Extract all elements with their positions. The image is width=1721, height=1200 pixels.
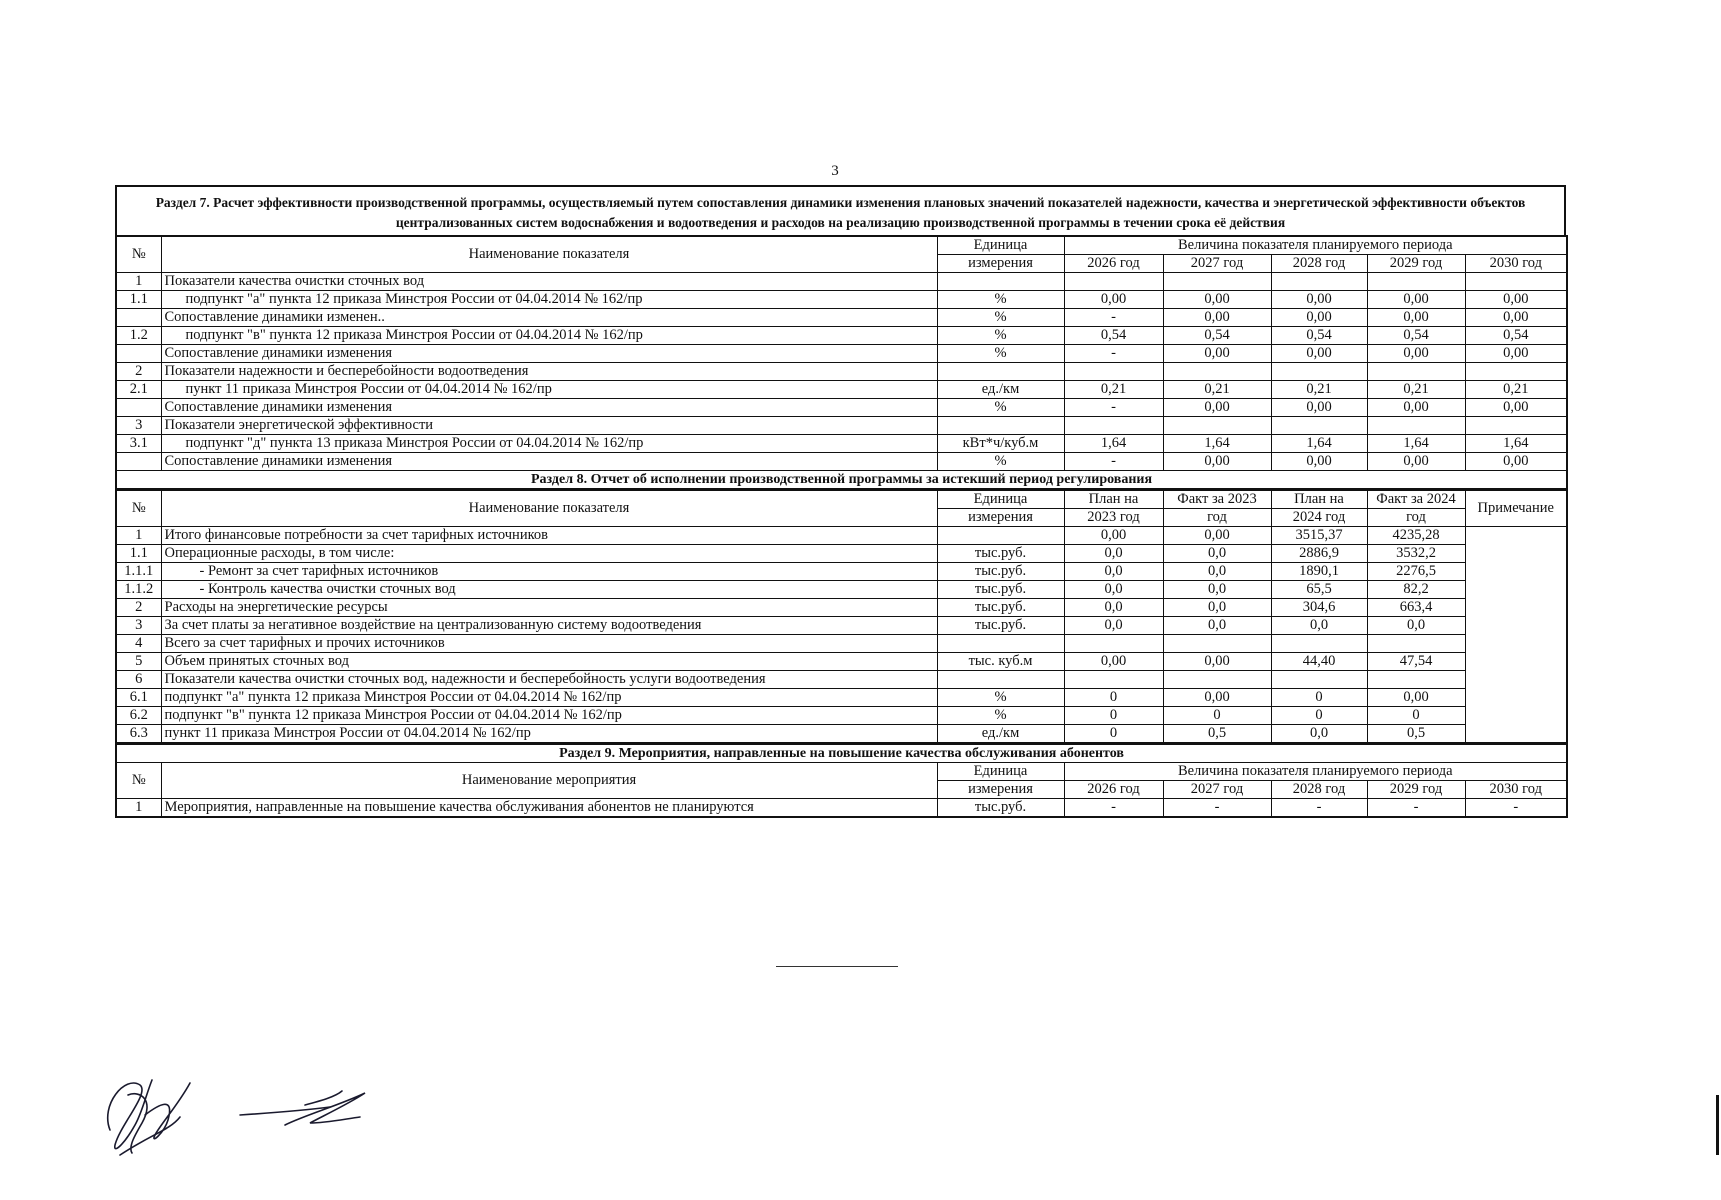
row-number: 6.1: [116, 689, 161, 707]
value-cell: [1064, 273, 1163, 291]
value-cell: 0,00: [1465, 309, 1567, 327]
page-number: 3: [831, 163, 839, 179]
value-cell: [1163, 363, 1271, 381]
row-number: 4: [116, 635, 161, 653]
indicator-name: Операционные расходы, в том числе:: [161, 545, 937, 563]
s8-header-fact2024-2: год: [1367, 509, 1465, 527]
value-cell: 1,64: [1367, 435, 1465, 453]
value-cell: 0,00: [1064, 653, 1163, 671]
document-frame: [115, 185, 1566, 818]
value-cell: 0,21: [1465, 381, 1567, 399]
value-cell: 1,64: [1465, 435, 1567, 453]
row-number: [116, 399, 161, 417]
value-cell: 0,00: [1465, 453, 1567, 471]
row-number: 1.1.2: [116, 581, 161, 599]
value-cell: -: [1064, 399, 1163, 417]
row-number: 2.1: [116, 381, 161, 399]
value-cell: 0,00: [1064, 527, 1163, 545]
indicator-name: подпункт "д" пункта 13 приказа Минстроя России от 04.04.2014 № 162/пр: [161, 435, 937, 453]
section7-table: [115, 235, 1568, 490]
value-cell: 0,0: [1163, 581, 1271, 599]
value-cell: 0: [1064, 707, 1163, 725]
unit-cell: [937, 527, 1064, 545]
value-cell: 0,00: [1367, 291, 1465, 309]
value-cell: 2276,5: [1367, 563, 1465, 581]
s9-header-year: 2028 год: [1271, 781, 1367, 799]
s8-header-name: Наименование показателя: [161, 491, 937, 527]
value-cell: [1367, 363, 1465, 381]
section7-title: Раздел 7. Расчет эффективности производственной программы, осуществляемый путем сопоставления динамики изменения плановых значений показателей надежности, качества и энергетической эффективности объектов централизованных систем водоснабжения и водоотведения и расходов на реализацию производственной программы в течении срока её действия: [115, 185, 1566, 235]
indicator-name: пункт 11 приказа Минстроя России от 04.04.2014 № 162/пр: [161, 725, 937, 744]
table-row: [116, 671, 1567, 689]
value-cell: 0,00: [1465, 399, 1567, 417]
value-cell: 0: [1271, 707, 1367, 725]
indicator-name: подпункт "а" пункта 12 приказа Минстроя России от 04.04.2014 № 162/пр: [161, 291, 937, 309]
value-cell: -: [1367, 799, 1465, 818]
indicator-name: Сопоставление динамики изменен..: [161, 309, 937, 327]
table-row: [116, 653, 1567, 671]
value-cell: [1271, 273, 1367, 291]
value-cell: 0,00: [1271, 291, 1367, 309]
table-row: [116, 617, 1567, 635]
row-number: 2: [116, 363, 161, 381]
value-cell: 0,0: [1271, 725, 1367, 744]
value-cell: 47,54: [1367, 653, 1465, 671]
indicator-name: Всего за счет тарифных и прочих источников: [161, 635, 937, 653]
table-row: [116, 363, 1567, 381]
value-cell: 0,54: [1163, 327, 1271, 345]
value-cell: 0,21: [1064, 381, 1163, 399]
section8-table: [115, 490, 1568, 744]
indicator-name: - Ремонт за счет тарифных источников: [161, 563, 937, 581]
value-cell: [1367, 635, 1465, 653]
row-number: 6.2: [116, 707, 161, 725]
section9-title: Раздел 9. Мероприятия, направленные на повышение качества обслуживания абонентов: [116, 745, 1567, 763]
value-cell: 0,21: [1163, 381, 1271, 399]
value-cell: [1465, 417, 1567, 435]
value-cell: 0,00: [1163, 399, 1271, 417]
value-cell: 0,00: [1163, 653, 1271, 671]
indicator-name: Показатели качества очистки сточных вод, надежности и бесперебойность услуги водоотведения: [161, 671, 937, 689]
unit-cell: [937, 635, 1064, 653]
value-cell: -: [1064, 345, 1163, 363]
unit-cell: %: [937, 345, 1064, 363]
value-cell: [1163, 635, 1271, 653]
indicator-name: Итого финансовые потребности за счет тарифных источников: [161, 527, 937, 545]
indicator-name: - Контроль качества очистки сточных вод: [161, 581, 937, 599]
row-number: 1.1: [116, 545, 161, 563]
section9-table: [115, 744, 1568, 818]
row-number: 3: [116, 617, 161, 635]
s9-header-year: 2026 год: [1064, 781, 1163, 799]
unit-cell: тыс.руб.: [937, 799, 1064, 818]
s8-header-note: Примечание: [1465, 491, 1567, 527]
value-cell: 0,00: [1465, 291, 1567, 309]
unit-cell: %: [937, 453, 1064, 471]
value-cell: 0,00: [1465, 345, 1567, 363]
row-number: 3: [116, 417, 161, 435]
value-cell: [1163, 273, 1271, 291]
value-cell: 0,0: [1163, 563, 1271, 581]
value-cell: -: [1465, 799, 1567, 818]
s9-header-num: №: [116, 763, 161, 799]
s7-header-year: 2029 год: [1367, 255, 1465, 273]
unit-cell: [937, 671, 1064, 689]
indicator-name: Сопоставление динамики изменения: [161, 453, 937, 471]
unit-cell: тыс. куб.м: [937, 653, 1064, 671]
table-row: [116, 599, 1567, 617]
s7-header-year: 2026 год: [1064, 255, 1163, 273]
value-cell: 0,00: [1163, 527, 1271, 545]
value-cell: 0,54: [1271, 327, 1367, 345]
value-cell: 0,21: [1367, 381, 1465, 399]
closing-rule: [776, 966, 898, 967]
value-cell: 663,4: [1367, 599, 1465, 617]
table-row: [116, 635, 1567, 653]
table-row: [116, 327, 1567, 345]
value-cell: 0,0: [1064, 563, 1163, 581]
value-cell: [1271, 417, 1367, 435]
unit-cell: ед./км: [937, 381, 1064, 399]
indicator-name: Сопоставление динамики изменения: [161, 399, 937, 417]
row-number: 1: [116, 527, 161, 545]
value-cell: 0,0: [1064, 581, 1163, 599]
value-cell: 0,21: [1271, 381, 1367, 399]
s9-header-period: Величина показателя планируемого периода: [1064, 763, 1567, 781]
value-cell: 0,00: [1163, 345, 1271, 363]
row-number: [116, 345, 161, 363]
table-row: [116, 345, 1567, 363]
value-cell: 0,00: [1064, 291, 1163, 309]
value-cell: 0,00: [1367, 689, 1465, 707]
unit-cell: [937, 363, 1064, 381]
value-cell: [1367, 671, 1465, 689]
value-cell: 0: [1064, 689, 1163, 707]
value-cell: 0,00: [1163, 453, 1271, 471]
s8-header-fact2023-1: Факт за 2023: [1163, 491, 1271, 509]
s9-header-name: Наименование мероприятия: [161, 763, 937, 799]
value-cell: 1,64: [1064, 435, 1163, 453]
s8-header-unit-1: Единица: [937, 491, 1064, 509]
value-cell: 0,00: [1367, 399, 1465, 417]
s8-header-unit-2: измерения: [937, 509, 1064, 527]
s8-header-fact2023-2: год: [1163, 509, 1271, 527]
row-number: 1: [116, 273, 161, 291]
row-number: 6.3: [116, 725, 161, 744]
value-cell: 0,00: [1163, 291, 1271, 309]
value-cell: 44,40: [1271, 653, 1367, 671]
value-cell: 0,54: [1465, 327, 1567, 345]
table-row: [116, 417, 1567, 435]
row-number: 1: [116, 799, 161, 818]
value-cell: 0: [1271, 689, 1367, 707]
s9-header-unit-2: измерения: [937, 781, 1064, 799]
value-cell: [1163, 417, 1271, 435]
indicator-name: подпункт "в" пункта 12 приказа Минстроя России от 04.04.2014 № 162/пр: [161, 327, 937, 345]
row-number: 1.2: [116, 327, 161, 345]
value-cell: 0,00: [1367, 345, 1465, 363]
table-row: [116, 291, 1567, 309]
value-cell: 0: [1064, 725, 1163, 744]
value-cell: 0: [1367, 707, 1465, 725]
s7-header-num: №: [116, 236, 161, 273]
value-cell: 3515,37: [1271, 527, 1367, 545]
row-number: [116, 309, 161, 327]
s7-header-period: Величина показателя планируемого периода: [1064, 236, 1567, 255]
value-cell: 304,6: [1271, 599, 1367, 617]
value-cell: 0,00: [1271, 309, 1367, 327]
value-cell: [1271, 671, 1367, 689]
s7-header-unit-2: измерения: [937, 255, 1064, 273]
indicator-name: подпункт "а" пункта 12 приказа Минстроя России от 04.04.2014 № 162/пр: [161, 689, 937, 707]
unit-cell: тыс.руб.: [937, 545, 1064, 563]
value-cell: 0,00: [1271, 453, 1367, 471]
table-row: [116, 563, 1567, 581]
row-number: 6: [116, 671, 161, 689]
value-cell: -: [1064, 799, 1163, 818]
s9-header-unit-1: Единица: [937, 763, 1064, 781]
indicator-name: Расходы на энергетические ресурсы: [161, 599, 937, 617]
value-cell: -: [1064, 309, 1163, 327]
unit-cell: тыс.руб.: [937, 563, 1064, 581]
value-cell: [1064, 363, 1163, 381]
value-cell: [1465, 363, 1567, 381]
value-cell: 0,0: [1064, 599, 1163, 617]
value-cell: 0,0: [1367, 617, 1465, 635]
value-cell: 0,5: [1367, 725, 1465, 744]
unit-cell: ед./км: [937, 725, 1064, 744]
s8-header-fact2024-1: Факт за 2024: [1367, 491, 1465, 509]
s8-header-plan2024-1: План на: [1271, 491, 1367, 509]
table-row: [116, 581, 1567, 599]
s7-header-unit-1: Единица: [937, 236, 1064, 255]
row-number: 3.1: [116, 435, 161, 453]
value-cell: -: [1064, 453, 1163, 471]
s7-header-year: 2027 год: [1163, 255, 1271, 273]
table-row: [116, 435, 1567, 453]
value-cell: 0,5: [1163, 725, 1271, 744]
s9-header-year: 2030 год: [1465, 781, 1567, 799]
value-cell: [1367, 417, 1465, 435]
value-cell: 0,0: [1163, 545, 1271, 563]
value-cell: 0,0: [1064, 617, 1163, 635]
unit-cell: тыс.руб.: [937, 617, 1064, 635]
indicator-name: подпункт "в" пункта 12 приказа Минстроя России от 04.04.2014 № 162/пр: [161, 707, 937, 725]
s8-header-plan2023-2: 2023 год: [1064, 509, 1163, 527]
measure-name: Мероприятия, направленные на повышение качества обслуживания абонентов не планируются: [161, 799, 937, 818]
s7-header-year: 2030 год: [1465, 255, 1567, 273]
indicator-name: Сопоставление динамики изменения: [161, 345, 937, 363]
value-cell: [1271, 363, 1367, 381]
table-row: [116, 545, 1567, 563]
row-number: 5: [116, 653, 161, 671]
value-cell: 0,00: [1271, 399, 1367, 417]
unit-cell: %: [937, 707, 1064, 725]
value-cell: 82,2: [1367, 581, 1465, 599]
value-cell: 0,0: [1163, 617, 1271, 635]
unit-cell: %: [937, 291, 1064, 309]
table-row: [116, 381, 1567, 399]
value-cell: 1890,1: [1271, 563, 1367, 581]
unit-cell: %: [937, 399, 1064, 417]
value-cell: 0: [1163, 707, 1271, 725]
value-cell: 0,00: [1163, 309, 1271, 327]
indicator-name: Показатели энергетической эффективности: [161, 417, 937, 435]
table-row: [116, 799, 1567, 818]
value-cell: 3532,2: [1367, 545, 1465, 563]
value-cell: [1367, 273, 1465, 291]
row-number: 1.1.1: [116, 563, 161, 581]
s7-header-name: Наименование показателя: [161, 236, 937, 273]
s8-header-plan2024-2: 2024 год: [1271, 509, 1367, 527]
s9-header-year: 2029 год: [1367, 781, 1465, 799]
value-cell: [1064, 671, 1163, 689]
note-cell: [1465, 527, 1567, 744]
value-cell: 65,5: [1271, 581, 1367, 599]
indicator-name: Показатели надежности и бесперебойности водоотведения: [161, 363, 937, 381]
s8-header-plan2023-1: План на: [1064, 491, 1163, 509]
unit-cell: %: [937, 327, 1064, 345]
table-row: [116, 399, 1567, 417]
unit-cell: кВт*ч/куб.м: [937, 435, 1064, 453]
table-row: [116, 453, 1567, 471]
row-number: 2: [116, 599, 161, 617]
table-row: [116, 273, 1567, 291]
table-row: [116, 689, 1567, 707]
value-cell: 2886,9: [1271, 545, 1367, 563]
table-row: [116, 707, 1567, 725]
value-cell: 0,54: [1064, 327, 1163, 345]
row-number: 1.1: [116, 291, 161, 309]
value-cell: 0,00: [1271, 345, 1367, 363]
unit-cell: тыс.руб.: [937, 599, 1064, 617]
unit-cell: тыс.руб.: [937, 581, 1064, 599]
scan-edge-mark: [1716, 1095, 1719, 1155]
unit-cell: [937, 417, 1064, 435]
value-cell: [1064, 417, 1163, 435]
value-cell: 1,64: [1163, 435, 1271, 453]
s8-header-num: №: [116, 491, 161, 527]
indicator-name: Показатели качества очистки сточных вод: [161, 273, 937, 291]
unit-cell: %: [937, 309, 1064, 327]
indicator-name: пункт 11 приказа Минстроя России от 04.04.2014 № 162/пр: [161, 381, 937, 399]
value-cell: 0,54: [1367, 327, 1465, 345]
value-cell: 0,00: [1163, 689, 1271, 707]
value-cell: 0,0: [1271, 617, 1367, 635]
table-row: [116, 527, 1567, 545]
value-cell: 0,0: [1163, 599, 1271, 617]
s7-header-year: 2028 год: [1271, 255, 1367, 273]
value-cell: [1271, 635, 1367, 653]
value-cell: -: [1163, 799, 1271, 818]
table-row: [116, 725, 1567, 744]
value-cell: 1,64: [1271, 435, 1367, 453]
value-cell: 0,00: [1367, 309, 1465, 327]
value-cell: 0,0: [1064, 545, 1163, 563]
value-cell: [1064, 635, 1163, 653]
table-row: [116, 309, 1567, 327]
row-number: [116, 453, 161, 471]
value-cell: 0,00: [1367, 453, 1465, 471]
value-cell: -: [1271, 799, 1367, 818]
unit-cell: %: [937, 689, 1064, 707]
section8-title: Раздел 8. Отчет об исполнении производственной программы за истекший период регулирования: [116, 471, 1567, 490]
value-cell: [1163, 671, 1271, 689]
signature-image: [80, 1035, 400, 1165]
indicator-name: Объем принятых сточных вод: [161, 653, 937, 671]
indicator-name: За счет платы за негативное воздействие на централизованную систему водоотведения: [161, 617, 937, 635]
value-cell: [1465, 273, 1567, 291]
value-cell: 4235,28: [1367, 527, 1465, 545]
unit-cell: [937, 273, 1064, 291]
s9-header-year: 2027 год: [1163, 781, 1271, 799]
